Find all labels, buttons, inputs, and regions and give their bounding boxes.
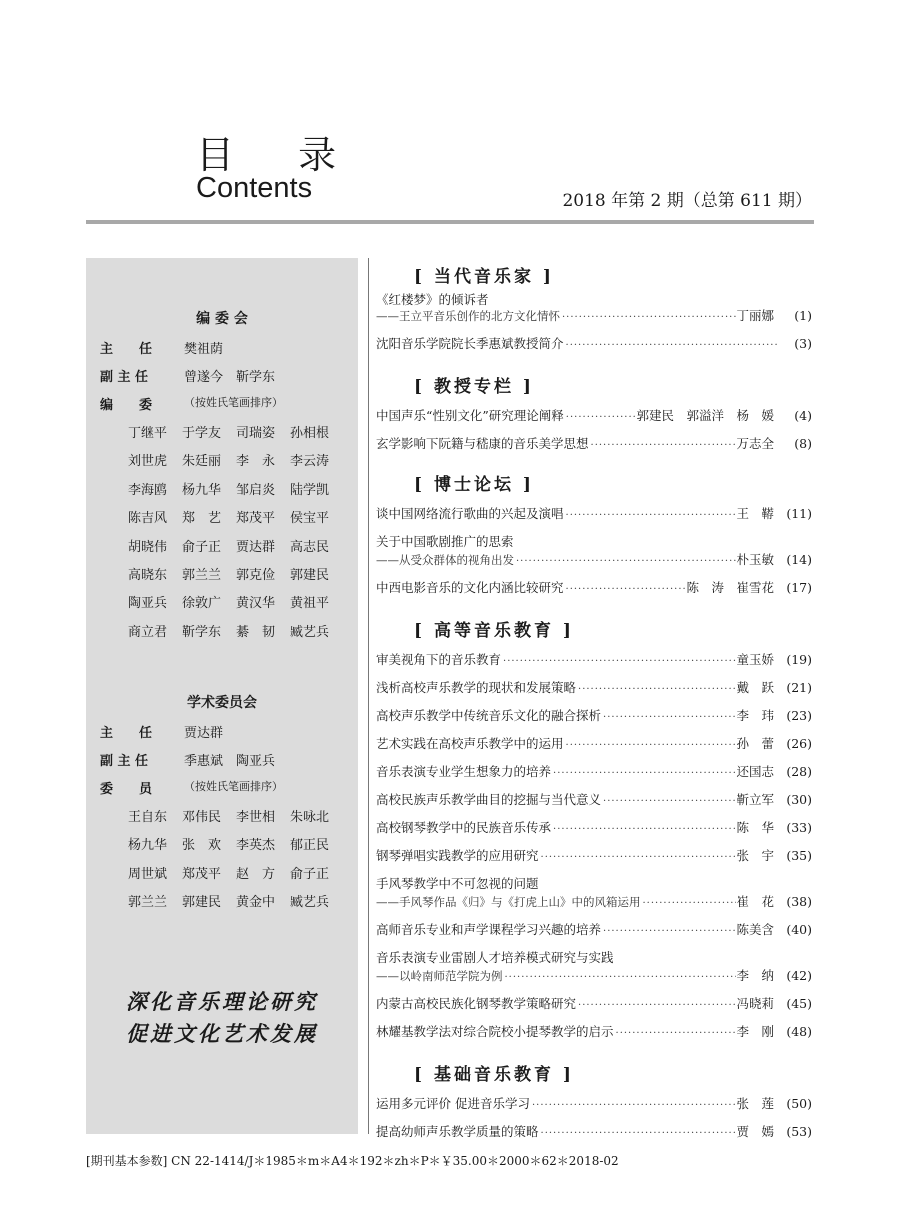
editorial-names-grid: [128, 422, 348, 649]
editorial-director: [100, 338, 355, 358]
section-heading: [ 高等音乐教育 ]: [414, 621, 574, 641]
academic-heading: 学术委员会: [187, 695, 257, 711]
leader-dots: [641, 898, 737, 909]
entry-author: 张 宇: [736, 848, 774, 863]
entry-title: 中国声乐“性别文化”研究理论阐释: [376, 408, 564, 423]
entry-title: 浅析高校声乐教学的现状和发展策略: [376, 680, 577, 695]
entry-title: 林耀基教学法对综合院校小提琴教学的启示: [376, 1024, 614, 1039]
entry-title[interactable]: 手风琴教学中不可忽视的问题: [376, 876, 539, 891]
name: 杨九华: [128, 838, 168, 854]
entry-title[interactable]: 音乐表演专业雷剧人才培养模式研究与实践: [376, 950, 614, 965]
entry-page: (28): [786, 764, 812, 779]
toc-entry[interactable]: [376, 550, 812, 570]
toc-entry[interactable]: [376, 706, 812, 726]
entry-title: 音乐表演专业学生想象力的培养: [376, 764, 552, 779]
entry-title[interactable]: 《红楼梦》的倾诉者: [376, 292, 489, 307]
entry-title: 艺术实践在高校声乐教学中的运用: [376, 736, 564, 751]
entry-title: 高师音乐专业和声学课程学习兴趣的培养: [376, 922, 602, 937]
names-row: [128, 863, 348, 891]
name: 陶亚兵: [128, 596, 168, 612]
name: 黄祖平: [290, 596, 330, 612]
name: 张 欢: [182, 838, 222, 854]
leader-dots: [551, 824, 736, 835]
toc-entry[interactable]: [376, 762, 812, 782]
header-divider: [86, 220, 814, 224]
entry-title: 高校声乐教学中传统音乐文化的融合探析: [376, 708, 602, 723]
role-label: 编 委: [100, 398, 153, 413]
name: 俞子正: [290, 866, 330, 882]
role-names: 曾遂今 靳学东: [184, 370, 276, 385]
toc-entry[interactable]: [376, 818, 812, 838]
entry-author: 还国志: [736, 764, 774, 779]
name: 黄金中: [236, 895, 276, 911]
entry-author: 丁丽娜: [736, 308, 774, 323]
slogan-line-1: 深化音乐理论研究: [126, 989, 318, 1014]
names-row: [128, 507, 348, 535]
role-label: 委 员: [100, 782, 153, 797]
entry-author: 郭建民 郭溢洋 杨 媛: [636, 408, 774, 423]
name: 郭克俭: [236, 567, 276, 583]
leader-dots: [576, 1000, 736, 1011]
name: 朱咏北: [290, 810, 330, 825]
names-row: [128, 536, 348, 564]
name: 俞子正: [182, 539, 222, 555]
page-title: 目 录: [196, 133, 363, 177]
entry-page: (33): [786, 820, 812, 835]
entry-title: 谈中国网络流行歌曲的兴起及演唱: [376, 506, 564, 521]
leader-dots: [601, 712, 736, 723]
toc-entry[interactable]: [376, 734, 812, 754]
toc-entry[interactable]: [376, 578, 812, 598]
entry-title: 中西电影音乐的文化内涵比较研究: [376, 580, 564, 595]
academic-members: [100, 778, 355, 798]
entry-title: 高校民族声乐教学曲目的挖掘与当代意义: [376, 792, 602, 807]
entry-author: 张 莲: [736, 1096, 774, 1111]
name: 邹启炎: [236, 482, 276, 498]
leader-dots: [564, 740, 737, 751]
role-label: 副 主 任: [100, 370, 149, 385]
entry-title: 审美视角下的音乐教育: [376, 652, 502, 667]
name: 李 永: [236, 454, 276, 470]
leader-dots: [501, 656, 736, 667]
entry-author: 陈美含: [736, 922, 774, 937]
toc-entry[interactable]: [376, 434, 812, 454]
leader-dots: [560, 312, 736, 323]
leader-dots: [601, 796, 736, 807]
entry-author: 李 玮: [736, 708, 774, 723]
entry-page: (38): [786, 894, 812, 909]
entry-page: (35): [786, 848, 812, 863]
section-heading: [ 当代音乐家 ]: [414, 267, 554, 287]
name: 綦 韧: [236, 624, 276, 640]
leader-dots: [564, 584, 687, 595]
name: 郑茂平: [182, 866, 222, 882]
names-row: [128, 450, 348, 478]
name: 邓伟民: [182, 810, 222, 825]
name: 郭兰兰: [182, 567, 222, 583]
section-heading: [ 教授专栏 ]: [414, 377, 534, 397]
toc-entry[interactable]: [376, 504, 812, 524]
toc-entry[interactable]: [376, 334, 812, 354]
role-label: 主 任: [100, 726, 153, 741]
name: 郭建民: [182, 895, 222, 911]
academic-director: [100, 722, 355, 742]
entry-author: 李 刚: [736, 1024, 774, 1039]
masthead-panel: [86, 258, 358, 1134]
entry-page: (19): [786, 652, 812, 667]
entry-page: (3): [794, 336, 812, 351]
leader-dots: [539, 1128, 737, 1139]
toc-entry[interactable]: [376, 966, 812, 986]
entry-title: 内蒙古高校民族化钢琴教学策略研究: [376, 996, 577, 1011]
toc-entry[interactable]: [376, 678, 812, 698]
role-label: 主 任: [100, 342, 153, 357]
entry-subtitle: ——以岭南师范学院为例: [376, 969, 503, 983]
academic-names-grid: [128, 806, 348, 920]
name: 郁正民: [290, 838, 330, 854]
name: 侯宝平: [290, 511, 330, 527]
role-names: 樊祖荫: [184, 342, 224, 357]
academic-deputy: [100, 750, 355, 770]
name: 李世相: [236, 810, 276, 825]
toc-entry[interactable]: [376, 1022, 812, 1042]
sort-note: （按姓氏笔画排序）: [184, 396, 283, 409]
journal-parameters: [期刊基本参数] CN 22-1414/J＊1985＊m＊A4＊192＊zh＊P＊￥35.00＊2000＊62＊2018-02: [86, 1154, 619, 1168]
name: 朱廷丽: [182, 454, 222, 470]
editorial-deputy: [100, 366, 355, 386]
name: 郭兰兰: [128, 895, 168, 911]
name: 陆学凯: [290, 482, 330, 498]
entry-page: (8): [794, 436, 812, 451]
name: 陈吉风: [128, 511, 168, 527]
toc-entry[interactable]: [376, 846, 812, 866]
editorial-members: [100, 394, 355, 414]
leader-dots: [589, 440, 737, 451]
toc-entry[interactable]: [376, 1094, 812, 1114]
entry-author: 王 鞯: [736, 506, 774, 521]
name: 臧艺兵: [290, 895, 330, 911]
leader-dots: [576, 684, 736, 695]
entry-subtitle: ——王立平音乐创作的北方文化情怀: [376, 309, 560, 323]
entry-title[interactable]: 关于中国歌剧推广的思索: [376, 534, 514, 549]
role-names: 贾达群: [184, 726, 224, 741]
entry-title: 沈阳音乐学院院长季惠斌教授简介: [376, 336, 564, 351]
entry-author: 万志全: [736, 436, 774, 451]
entry-page: (42): [786, 968, 812, 983]
entry-page: (17): [786, 580, 812, 595]
leader-dots: [564, 340, 778, 351]
name: 孙相根: [290, 426, 330, 441]
toc-entry[interactable]: [376, 892, 812, 912]
entry-page: (14): [786, 552, 812, 567]
toc-entry[interactable]: [376, 306, 812, 326]
entry-page: (45): [786, 996, 812, 1011]
leader-dots: [564, 510, 737, 521]
column-divider: [368, 258, 369, 1134]
entry-page: (53): [786, 1124, 812, 1139]
name: 李云涛: [290, 454, 330, 470]
leader-dots: [564, 412, 637, 423]
entry-author: 李 纳: [736, 968, 774, 983]
section-heading: [ 博士论坛 ]: [414, 475, 534, 495]
toc-entry[interactable]: [376, 406, 812, 426]
name: 高晓东: [128, 567, 168, 583]
toc-entry[interactable]: [376, 650, 812, 670]
entry-author: 陈 涛 崔雪花: [686, 580, 774, 595]
leader-dots: [601, 926, 736, 937]
name: 刘世虎: [128, 454, 168, 470]
name: 郑 艺: [182, 511, 222, 527]
name: 商立君: [128, 624, 168, 640]
name: 靳学东: [182, 624, 222, 640]
entry-subtitle: ——从受众群体的视角出发: [376, 553, 514, 567]
entry-page: (11): [786, 506, 812, 521]
entry-page: (21): [786, 680, 812, 695]
entry-page: (1): [794, 308, 812, 323]
role-names: 季惠斌 陶亚兵: [184, 754, 276, 769]
name: 赵 方: [236, 866, 276, 882]
toc-entry[interactable]: [376, 1122, 812, 1142]
names-row: [128, 592, 348, 620]
name: 高志民: [290, 539, 330, 555]
name: 贾达群: [236, 539, 276, 555]
name: 于学友: [182, 426, 222, 441]
toc-entry[interactable]: [376, 920, 812, 940]
name: 周世斌: [128, 866, 168, 882]
entry-author: 崔 花: [736, 894, 774, 909]
entry-page: (30): [786, 792, 812, 807]
entry-page: (26): [786, 736, 812, 751]
toc-entry[interactable]: [376, 994, 812, 1014]
leader-dots: [514, 556, 736, 567]
names-row: [128, 422, 348, 450]
name: 郑茂平: [236, 511, 276, 527]
entry-title: 高校钢琴教学中的民族音乐传承: [376, 820, 552, 835]
name: 臧艺兵: [290, 624, 330, 640]
name: 徐敦广: [182, 596, 222, 612]
editorial-heading: 编 委 会: [196, 311, 248, 327]
section-heading: [ 基础音乐教育 ]: [414, 1065, 574, 1085]
name: 黄汉华: [236, 596, 276, 612]
entry-title: 运用多元评价 促进音乐学习: [376, 1096, 530, 1111]
name: 丁继平: [128, 426, 168, 441]
entry-author: 朴玉敏: [736, 552, 774, 567]
names-row: [128, 479, 348, 507]
name: 杨九华: [182, 482, 222, 498]
entry-author: 戴 跃: [736, 680, 774, 695]
issue-info: 2018 年第 2 期（总第 611 期）: [562, 191, 812, 211]
name: 司瑞姿: [236, 426, 276, 441]
names-row: [128, 891, 348, 919]
names-row: [128, 806, 348, 834]
name: 王自东: [128, 810, 168, 825]
leader-dots: [539, 852, 737, 863]
entry-author: 孙 蕾: [736, 736, 774, 751]
name: 胡晓伟: [128, 539, 168, 555]
toc-entry[interactable]: [376, 790, 812, 810]
name: 李海鸥: [128, 482, 168, 498]
entry-author: 靳立军: [736, 792, 774, 807]
leader-dots: [551, 768, 736, 779]
entry-title: 玄学影响下阮籍与嵇康的音乐美学思想: [376, 436, 589, 451]
names-row: [128, 564, 348, 592]
entry-subtitle: ——手风琴作品《归》与《打虎上山》中的风箱运用: [376, 895, 641, 909]
entry-author: 冯晓莉: [736, 996, 774, 1011]
name: 李英杰: [236, 838, 276, 854]
slogan-line-2: 促进文化艺术发展: [126, 1021, 318, 1046]
leader-dots: [530, 1100, 737, 1111]
entry-page: (4): [794, 408, 812, 423]
sort-note: （按姓氏笔画排序）: [184, 780, 283, 793]
entry-page: (23): [786, 708, 812, 723]
entry-author: 陈 华: [736, 820, 774, 835]
leader-dots: [614, 1028, 737, 1039]
entry-title: 提高幼师声乐教学质量的策略: [376, 1124, 539, 1139]
entry-page: (48): [786, 1024, 812, 1039]
entry-author: 童玉娇: [736, 652, 774, 667]
role-label: 副 主 任: [100, 754, 149, 769]
names-row: [128, 621, 348, 649]
page-subtitle: Contents: [196, 172, 313, 204]
entry-page: (50): [786, 1096, 812, 1111]
entry-title: 钢琴弹唱实践教学的应用研究: [376, 848, 539, 863]
leader-dots: [503, 972, 737, 983]
entry-author: 贾 嫣: [736, 1124, 774, 1139]
names-row: [128, 834, 348, 862]
entry-page: (40): [786, 922, 812, 937]
name: 郭建民: [290, 567, 330, 583]
